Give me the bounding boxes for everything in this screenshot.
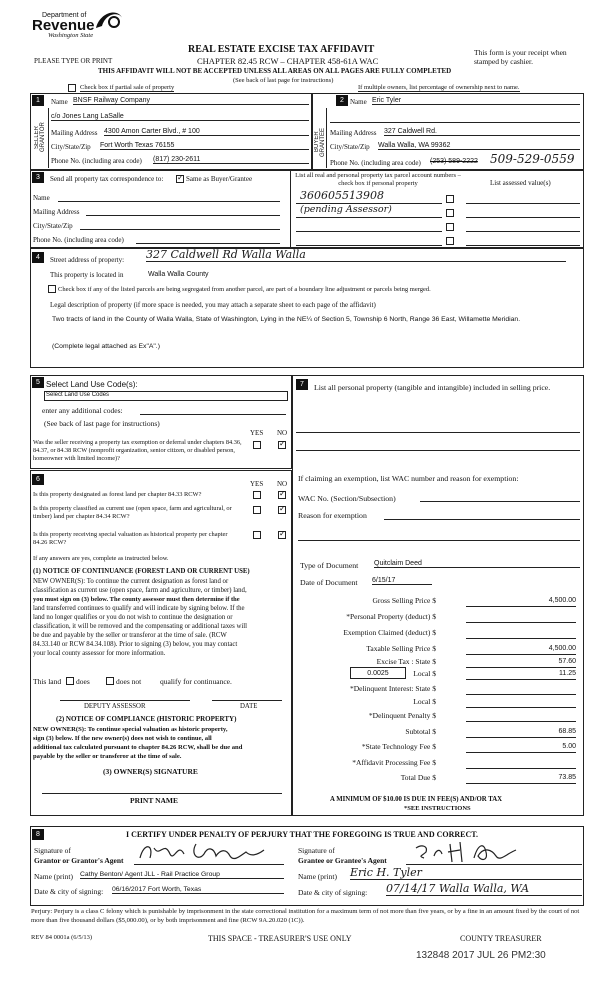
corr-city-label: City/State/Zip bbox=[33, 222, 73, 230]
partial-sale-checkbox[interactable] bbox=[68, 84, 76, 92]
same-as-buyer-label: Same as Buyer/Grantee bbox=[186, 175, 253, 183]
historic-no-checkbox[interactable] bbox=[278, 531, 286, 539]
logo-revenue-text: Revenue bbox=[32, 17, 95, 34]
revenue-swoosh-icon bbox=[92, 8, 126, 34]
exemption-deduct-label: Exemption Claimed (deduct) $ bbox=[343, 628, 436, 637]
section-2-badge: 2 bbox=[336, 95, 348, 106]
notice2-line-4: payable by the seller or transferor at the time of sale. bbox=[33, 753, 182, 760]
minimum-due-note: A MINIMUM OF $10.00 IS DUE IN FEE(S) AND/OR TAX bbox=[330, 796, 503, 803]
tech-fee-label: *State Technology Fee $ bbox=[361, 742, 436, 751]
buyer-name-label: Name bbox=[350, 98, 367, 106]
notice1-line-3: you must sign on (3) below. The county assessor must then determine if the bbox=[33, 596, 240, 603]
gross-value: 4,500.00 bbox=[466, 596, 576, 607]
delinq-penalty-label: *Delinquent Penalty $ bbox=[368, 711, 436, 720]
notice1-line-6: classification, it will be removed and the compensating or additional taxes will bbox=[33, 623, 248, 630]
grantee-name-label: Name (print) bbox=[298, 872, 337, 881]
s5-no-label: NO bbox=[277, 429, 288, 437]
s5-yes-checkbox[interactable] bbox=[253, 441, 261, 449]
grantee-sig-label-1: Signature of bbox=[298, 846, 335, 855]
does-not-checkbox[interactable] bbox=[106, 677, 114, 685]
buyer-city: Walla Walla, WA 99362 bbox=[378, 142, 580, 150]
personal-deduct-value bbox=[466, 612, 576, 623]
excise-state-value: 57.60 bbox=[466, 657, 576, 668]
delinq-local-label: Local $ bbox=[413, 697, 436, 706]
additional-codes-label: enter any additional codes: bbox=[42, 406, 123, 415]
local-value: 11.25 bbox=[466, 669, 576, 680]
notice1-line-9: your local county assessor for more information. bbox=[33, 650, 166, 657]
if-yes-instruction: If any answers are yes, complete as instructed below. bbox=[33, 555, 169, 562]
owner-signature-label: (3) OWNER(S) SIGNATURE bbox=[103, 767, 198, 776]
s5-yes-label: YES bbox=[250, 429, 264, 437]
delinq-state-label: *Delinquent Interest: State $ bbox=[349, 684, 436, 693]
local-label: Local $ bbox=[413, 669, 436, 678]
segregated-checkbox[interactable] bbox=[48, 285, 56, 293]
grantor-name: Cathy Benton/ Agent JLL - Rail Practice Group bbox=[80, 871, 284, 879]
grantee-signature bbox=[410, 838, 530, 866]
exemption-claim-label: If claiming an exemption, list WAC number and reason for exemption: bbox=[298, 474, 519, 483]
exemption-question: Was the seller receiving a property tax exemption or deferral under chapters 84.36, 84.37, or 84.38 RCW (nonprofit organization, senior citizen, or disabled person, homeowner with limited income)? bbox=[33, 439, 242, 463]
seller-name: BNSF Railway Company bbox=[73, 97, 309, 105]
grantor-sig-label-1: Signature of bbox=[34, 846, 71, 855]
notice-continuance-title: (1) NOTICE OF CONTINUANCE (FOREST LAND OR CURRENT USE) bbox=[33, 568, 250, 575]
land-use-see-back: (See back of last page for instructions) bbox=[44, 419, 160, 428]
date-label: DATE bbox=[240, 703, 258, 710]
doc-date-label: Date of Document bbox=[300, 578, 358, 587]
buyer-phone-hand: 509-529-0559 bbox=[490, 152, 575, 166]
legal-description: Two tracts of land in the County of Walla Walla, State of Washington, Lying in the NE¼ of Section 5, Township 6 North, Range 36 East, Willamette Meridian. bbox=[52, 316, 521, 323]
subtotal-value: 68.85 bbox=[466, 727, 576, 738]
see-instructions-note: *SEE INSTRUCTIONS bbox=[404, 805, 471, 812]
logo bbox=[32, 12, 95, 39]
seller-mailing-label: Mailing Address bbox=[51, 129, 98, 137]
corr-phone-label: Phone No. (including area code) bbox=[33, 236, 124, 244]
historic-yes-checkbox[interactable] bbox=[253, 531, 261, 539]
taxable-label: Taxable Selling Price $ bbox=[366, 644, 436, 653]
multiple-owners-note: If multiple owners, list percentage of ownership next to name. bbox=[358, 84, 520, 91]
total-label: Total Due $ bbox=[400, 773, 436, 782]
grantor-name-label: Name (print) bbox=[34, 872, 73, 881]
treasurer-space-label: THIS SPACE - TREASURER'S USE ONLY bbox=[208, 934, 352, 943]
grantee-date-label: Date & city of signing: bbox=[298, 888, 368, 897]
section-4-badge: 4 bbox=[32, 252, 44, 263]
local-rate-box: 0.0025 bbox=[350, 667, 406, 679]
forest-question: Is this property designated as forest land per chapter 84.33 RCW? bbox=[33, 491, 202, 498]
form-title: REAL ESTATE EXCISE TAX AFFIDAVIT bbox=[188, 44, 375, 55]
wac-label: WAC No. (Section/Subsection) bbox=[298, 494, 396, 503]
parcel-personal-checkbox-3[interactable] bbox=[446, 223, 454, 231]
doc-type-label: Type of Document bbox=[300, 561, 359, 570]
certify-statement: I CERTIFY UNDER PENALTY OF PERJURY THAT THE FOREGOING IS TRUE AND CORRECT. bbox=[126, 830, 479, 839]
legal-attached: (Complete legal attached as Ex"A".) bbox=[52, 343, 160, 350]
affidavit-fee-value bbox=[466, 758, 576, 769]
notice1-line-1: NEW OWNER(S): To continue the current designation as forest land or bbox=[33, 578, 229, 585]
parcel-personal-checkbox-4[interactable] bbox=[446, 237, 454, 245]
type-or-print: PLEASE TYPE OR PRINT bbox=[34, 57, 113, 65]
grantee-sig-label-2: Grantee or Grantee's Agent bbox=[298, 856, 387, 865]
seller-city: Fort Worth Texas 76155 bbox=[100, 142, 309, 150]
corr-mailing-label: Mailing Address bbox=[33, 208, 80, 216]
land-use-label: Select Land Use Code(s): bbox=[46, 380, 138, 389]
grantor-date: 06/16/2017 Fort Worth, Texas bbox=[112, 886, 284, 894]
s6-no-label: NO bbox=[277, 480, 288, 488]
send-correspondence-label: Send all property tax correspondence to: bbox=[50, 175, 164, 183]
seller-name-label: Name bbox=[51, 98, 68, 106]
does-label: does bbox=[76, 677, 90, 686]
notice-compliance-title: (2) NOTICE OF COMPLIANCE (HISTORIC PROPERTY) bbox=[56, 715, 237, 723]
corr-name-label: Name bbox=[33, 194, 50, 202]
parcel-personal-checkbox-2[interactable] bbox=[446, 209, 454, 217]
partial-sale-label: Check box if partial sale of property bbox=[80, 84, 175, 91]
grantor-date-label: Date & city of signing: bbox=[34, 887, 104, 896]
print-name-label: PRINT NAME bbox=[130, 796, 178, 805]
county: Walla Walla County bbox=[148, 271, 209, 278]
buyer-phone-struck: (253) 589-2222 bbox=[430, 158, 478, 165]
located-label: This property is located in bbox=[50, 271, 124, 279]
delinq-penalty-value bbox=[466, 711, 576, 722]
segregated-label: Check box if any of the listed parcels are being segregated from another parcel, are part of a boundary line adjustment or parcels being merged. bbox=[58, 286, 431, 293]
legal-label: Legal description of property (if more space is needed, you may attach a separate sheet to each page of the affidavit) bbox=[50, 301, 376, 309]
street-label: Street address of property: bbox=[50, 256, 125, 264]
parcel-number-hand: 360605513908 bbox=[300, 189, 384, 202]
notice1-line-5: land no longer qualifies or you do not wish to continue the designation or bbox=[33, 614, 233, 621]
subtotal-label: Subtotal $ bbox=[405, 727, 436, 736]
form-chapters: CHAPTER 82.45 RCW – CHAPTER 458-61A WAC bbox=[197, 56, 379, 66]
total-value: 73.85 bbox=[466, 773, 576, 784]
s5-no-checkbox[interactable] bbox=[278, 441, 286, 449]
grantor-sig-label-2: Grantor or Grantor's Agent bbox=[34, 856, 124, 865]
current-use-no-checkbox[interactable] bbox=[278, 506, 286, 514]
delinq-state-value bbox=[466, 684, 576, 695]
county-treasurer-label: COUNTY TREASURER bbox=[460, 934, 542, 943]
section-8-badge: 8 bbox=[32, 829, 44, 840]
seller-phone-label: Phone No. (including area code) bbox=[51, 157, 142, 165]
deputy-assessor-label: DEPUTY ASSESSOR bbox=[84, 703, 146, 710]
section-7-badge: 7 bbox=[296, 379, 308, 390]
grantee-name: Eric H. Tyler bbox=[350, 866, 582, 880]
logo-state-text: Washington State bbox=[48, 32, 94, 39]
tech-fee-value: 5.00 bbox=[466, 742, 576, 753]
personal-deduct-label: *Personal Property (deduct) $ bbox=[346, 612, 436, 621]
section-3-badge: 3 bbox=[32, 172, 44, 183]
buyer-mailing: 327 Caldwell Rd. bbox=[384, 128, 580, 136]
perjury-statement: Perjury: Perjury is a class C felony which is punishable by imprisonment in the state correctional institution for a maximum term of not more than five years, or by a fine in an amount fixed by the court of not more than five thousand dollars ($5,000.00), or by both imprisonment and fine (RCW 9A.20.020 (1C)). bbox=[31, 908, 580, 924]
seller-mailing: 4300 Amon Carter Blvd., # 100 bbox=[104, 128, 309, 136]
section-6-badge: 6 bbox=[32, 474, 44, 485]
buyer-name: Eric Tyler bbox=[372, 97, 580, 105]
doc-type: Quitclaim Deed bbox=[374, 560, 580, 568]
taxable-value: 4,500.00 bbox=[466, 644, 576, 655]
parcel-header: List all real and personal property tax parcel account numbers – check box if personal property bbox=[295, 172, 461, 187]
street-address-hand: 327 Caldwell Rd Walla Walla bbox=[146, 248, 566, 262]
buyer-mailing-label: Mailing Address bbox=[330, 129, 377, 137]
seller-city-label: City/State/Zip bbox=[51, 143, 91, 151]
seller-name2: c/o Jones Lang LaSalle bbox=[51, 113, 309, 121]
delinq-local-value bbox=[466, 697, 576, 708]
reason-label: Reason for exemption bbox=[298, 511, 367, 520]
excise-state-label: Excise Tax : State $ bbox=[376, 657, 436, 666]
notice1-line-7: be due and payable by the seller or transferor at the time of sale. (RCW bbox=[33, 632, 227, 639]
section-1-badge: 1 bbox=[32, 95, 44, 106]
does-checkbox[interactable] bbox=[66, 677, 74, 685]
s6-yes-label: YES bbox=[250, 480, 264, 488]
recording-stamp: 132848 2017 JUL 26 PM2:30 bbox=[416, 950, 546, 961]
notice1-line-8: 84.33.140 or RCW 84.34.108). Prior to signing (3) below, you may contact bbox=[33, 641, 238, 648]
seller-side-label: SELLER GRANTOR bbox=[34, 122, 46, 152]
logo-dept-text: Department of bbox=[42, 12, 87, 19]
assessed-header: List assessed value(s) bbox=[490, 179, 551, 187]
notice2-line-3: additional tax calculated pursuant to chapter 84.26 RCW, shall be due and bbox=[33, 744, 243, 751]
this-land-label: This land bbox=[33, 677, 62, 686]
notice1-line-2: classification as current use (open space, farm and agriculture, or timber) land, bbox=[33, 587, 247, 594]
doc-date: 6/15/17 bbox=[372, 577, 432, 585]
does-not-label: does not bbox=[116, 677, 142, 686]
current-use-question: Is this property classified as current use (open space, farm and agricultural, or timber) land per chapter 84.34 RCW? bbox=[33, 505, 232, 521]
receipt-note: This form is your receipt when stamped by cashier. bbox=[474, 48, 567, 66]
buyer-side-label: BUYER GRANTEE bbox=[314, 127, 326, 157]
form-see-back: (See back of last page for instructions) bbox=[233, 77, 334, 84]
seller-phone: (817) 230-2611 bbox=[153, 156, 309, 164]
exemption-deduct-value bbox=[466, 628, 576, 639]
qualify-label: qualify for continuance. bbox=[160, 677, 232, 686]
notice2-line-2: sign (3) below. If the new owner(s) does not wish to continue, all bbox=[33, 735, 212, 742]
forest-yes-checkbox[interactable] bbox=[253, 491, 261, 499]
personal-property-label: List all personal property (tangible and intangible) included in selling price. bbox=[314, 383, 551, 392]
parcel-note-hand: (pending Assessor) bbox=[300, 204, 392, 215]
notice2-line-1: NEW OWNER(S): To continue special valuation as historic property, bbox=[33, 726, 228, 733]
affidavit-fee-label: *Affidavit Processing Fee $ bbox=[352, 758, 436, 767]
grantee-date: 07/14/17 Walla Walla, WA bbox=[386, 882, 582, 896]
notice1-line-4: land transferred continues to qualify and will indicate by signing below. If the bbox=[33, 605, 245, 612]
rev-number: REV 84 0001a (6/5/13) bbox=[31, 934, 93, 941]
same-as-buyer-checkbox[interactable] bbox=[176, 175, 184, 183]
forest-no-checkbox[interactable] bbox=[278, 491, 286, 499]
gross-label: Gross Selling Price $ bbox=[372, 596, 436, 605]
section-5-badge: 5 bbox=[32, 377, 44, 388]
form-warning: THIS AFFIDAVIT WILL NOT BE ACCEPTED UNLESS ALL AREAS ON ALL PAGES ARE FULLY COMPLETED bbox=[98, 67, 452, 75]
current-use-yes-checkbox[interactable] bbox=[253, 506, 261, 514]
historic-question: Is this property receiving special valuation as historical property per chapter 84.26 RCW? bbox=[33, 531, 228, 547]
grantor-signature bbox=[136, 838, 276, 866]
buyer-phone-label: Phone No. (including area code) bbox=[330, 159, 421, 167]
land-use-select-text: Select Land Use Codes bbox=[46, 392, 110, 398]
parcel-personal-checkbox-1[interactable] bbox=[446, 195, 454, 203]
buyer-city-label: City/State/Zip bbox=[330, 143, 370, 151]
